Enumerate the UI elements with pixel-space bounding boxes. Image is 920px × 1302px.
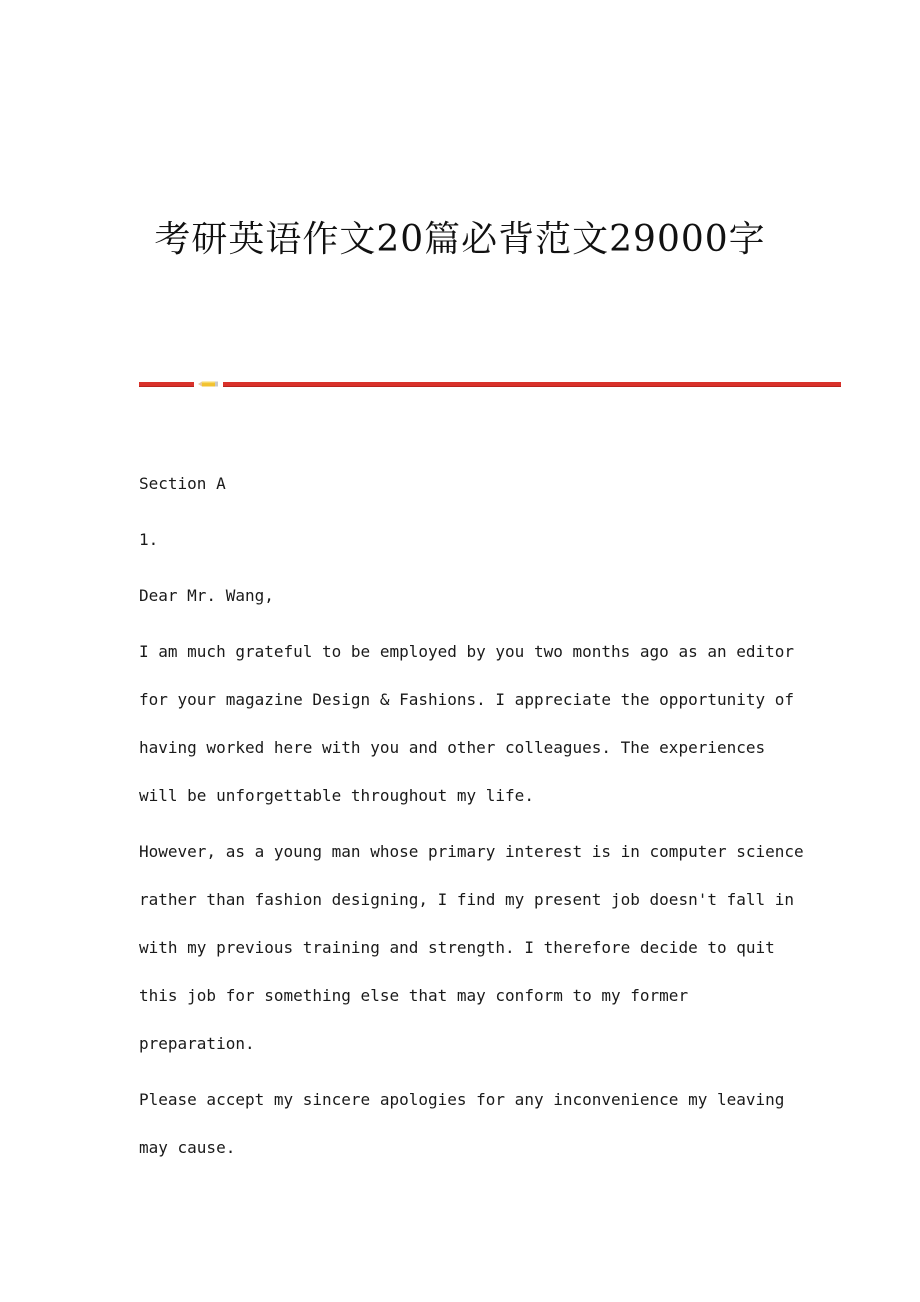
paragraph-line: However, as a young man whose primary interest is in computer science — [139, 842, 804, 861]
paragraph-line: Please accept my sincere apologies for any inconvenience my leaving — [139, 1090, 785, 1109]
section-heading: Section A — [139, 474, 226, 493]
paragraph-line: this job for something else that may conform to my former — [139, 986, 689, 1005]
paragraph-line: preparation. — [139, 1034, 255, 1053]
document-body — [139, 470, 804, 1190]
item-number: 1. — [139, 530, 159, 549]
paragraph-line: with my previous training and strength. I therefore decide to quit — [139, 938, 775, 957]
paragraph-3 — [139, 1076, 799, 1172]
paragraph-line: for your magazine Design & Fashions. I appreciate the opportunity of — [139, 690, 795, 709]
pencil-icon — [198, 381, 218, 387]
paragraph-line: I am much grateful to be employed by you two months ago as an editor — [139, 642, 795, 661]
divider-bar-right — [223, 382, 841, 387]
paragraph-2 — [139, 828, 804, 1068]
paragraph-line: having worked here with you and other colleagues. The experiences — [139, 738, 766, 757]
paragraph-1 — [139, 628, 799, 820]
paragraph-line: rather than fashion designing, I find my present job doesn't fall in — [139, 890, 795, 909]
paragraph-line: will be unforgettable throughout my life. — [139, 786, 534, 805]
letter-greeting: Dear Mr. Wang, — [139, 586, 274, 605]
divider-bar-left — [139, 382, 194, 387]
title-divider — [139, 380, 841, 388]
document-title: 考研英语作文20篇必背范文29000字 — [154, 219, 766, 260]
paragraph-line: may cause. — [139, 1138, 236, 1157]
